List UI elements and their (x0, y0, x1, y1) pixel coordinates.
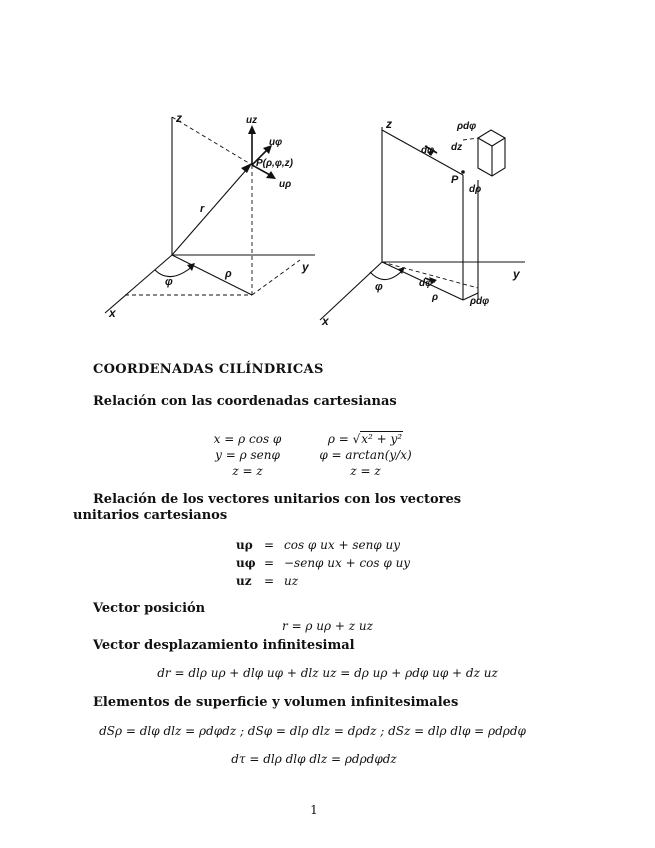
x-axis (320, 262, 382, 320)
phi-arc (155, 266, 193, 277)
top-dashed-line (172, 117, 252, 165)
unit-eq-column (262, 536, 276, 590)
label-rhodphi-bottom: ρdφ (470, 296, 490, 307)
label-z: z (386, 117, 392, 131)
box-edge-1 (478, 138, 492, 146)
eq-rho-radicand: x² + y² (361, 432, 403, 446)
label-dphi-bottom: dφ (419, 278, 433, 289)
figure-right-volume-element (315, 110, 540, 335)
urho-arrowhead (266, 171, 276, 179)
uz-arrowhead (248, 125, 256, 134)
eq-rho: ρ = √x² + y² (327, 432, 403, 446)
label-y: y (513, 267, 520, 281)
unit-rhs-column (284, 536, 424, 590)
cartesian-left-column (200, 431, 295, 479)
label-urho: uρ (279, 179, 292, 190)
unit-lhs-column (236, 536, 264, 590)
point-p (461, 170, 465, 174)
eq-z: z = z (232, 464, 263, 478)
displacement-equation: dr = dlρ uρ + dlφ uφ + dlz uz = dρ uρ + ρdφ uφ + dz uz (157, 666, 498, 680)
position-equation: r = ρ uρ + z uz (282, 619, 373, 633)
label-rho: ρ (432, 292, 439, 303)
label-uz: uz (246, 115, 258, 126)
figure-left-cylindrical (95, 105, 330, 330)
section-title: COORDENADAS CILÍNDRICAS (93, 362, 324, 377)
box-dashed-left (463, 138, 478, 140)
rho-projection-line (172, 255, 252, 295)
label-drho-top: dρ (469, 184, 482, 195)
label-phi: φ (165, 276, 173, 288)
label-rhodphi-top: ρdφ (457, 121, 477, 132)
volume-element-equation: dτ = dlρ dlφ dlz = ρdρdφdz (231, 752, 397, 766)
eq-y: y = ρ senφ (215, 448, 280, 462)
eq-phi: φ = arctan(y/x) (319, 448, 412, 462)
label-uphi: uφ (269, 137, 283, 148)
r-vector-line (172, 169, 247, 255)
heading-displacement: Vector desplazamiento infinitesimal (93, 638, 355, 653)
unit-eq-3: = (263, 574, 275, 588)
r-vector-arrowhead (241, 163, 252, 173)
heading-position-vector: Vector posición (93, 601, 206, 616)
label-rho: ρ (225, 268, 232, 280)
label-dz: dz (451, 142, 463, 153)
label-z: z (176, 111, 182, 125)
unit-eq-2: = (263, 556, 275, 570)
page-number: 1 (310, 803, 318, 817)
label-y: y (302, 260, 309, 274)
heading-elements: Elementos de superficie y volumen infinitesimales (93, 695, 459, 710)
y-projection-dashed (252, 260, 300, 295)
eq-x: x = ρ cos φ (213, 432, 282, 446)
box-edge-2 (492, 138, 505, 146)
phi-arc (370, 270, 403, 280)
label-x: x (109, 306, 116, 320)
unit-rhs-z: uz (284, 574, 299, 588)
unit-rhs-rho: cos φ ux + senφ uy (284, 538, 401, 552)
label-dphi-top: dφ (421, 145, 435, 156)
label-phi: φ (375, 281, 383, 293)
unit-eq-1: = (263, 538, 275, 552)
eq-z-right: z = z (350, 464, 381, 478)
heading-unit-vectors-line2: unitarios cartesianos (73, 508, 228, 523)
label-point-p: P(ρ,φ,z) (256, 158, 293, 169)
heading-unit-vectors-line1: Relación de los vectores unitarios con los vectores (93, 492, 462, 507)
eq-rho-lhs: ρ = (327, 432, 353, 446)
unit-lhs-phi: uφ (236, 556, 256, 570)
x-axis (105, 255, 172, 313)
unit-lhs-rho: uρ (236, 538, 253, 552)
cartesian-right-column (308, 431, 423, 479)
label-r: r (200, 203, 205, 215)
surface-elements-equation: dSρ = dlφ dlz = ρdφdz ; dSφ = dlρ dlz = dρdz ; dSz = dlρ dlφ = ρdρdφ (99, 724, 526, 738)
unit-rhs-phi: −senφ ux + cos φ uy (284, 556, 411, 570)
unit-lhs-z: uz (236, 574, 252, 588)
label-x: x (322, 314, 329, 328)
heading-cartesian-relation: Relación con las coordenadas cartesianas (93, 394, 397, 409)
label-p: P (451, 174, 459, 186)
